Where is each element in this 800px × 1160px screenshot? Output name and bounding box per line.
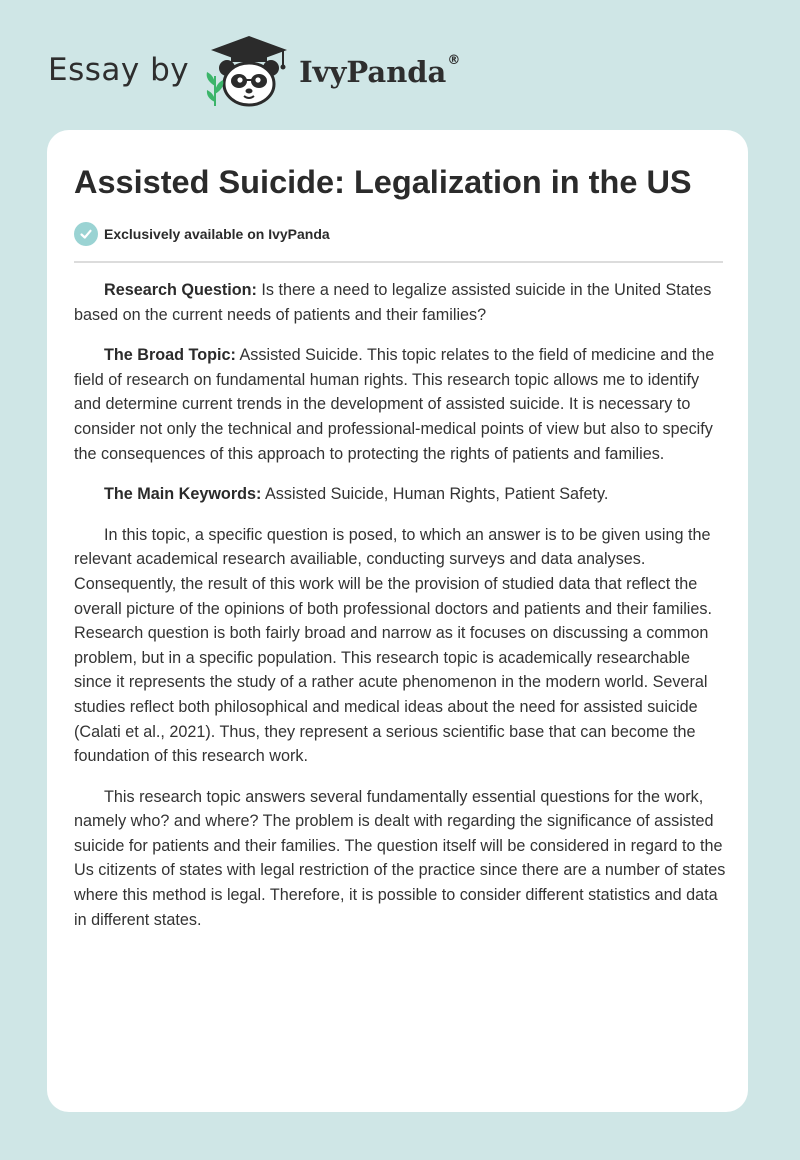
paragraph-research-question: [74, 278, 726, 327]
brand-prefix: Essay by: [48, 52, 190, 88]
paragraph-text: Assisted Suicide, Human Rights, Patient Safety.: [261, 485, 609, 504]
panda-graduate-logo-icon: [201, 34, 297, 108]
divider: [74, 261, 723, 263]
paragraph-label: The Main Keywords:: [104, 485, 262, 504]
site-header-logo[interactable]: [48, 34, 460, 108]
registered-mark: ®: [447, 53, 461, 68]
paragraph-text: This research topic answers several fundamentally essential questions for the work, namely who? and where? The problem is dealt with regarding the significance of assisted suicide for patients and their families. The question itself will be considered in regard to the Us citizents of states with legal restriction of the practice since there are a number of states where this method is legal. Therefore, it is possible to consider different statistics and data in different states.: [74, 787, 726, 929]
exclusive-badge: [74, 222, 330, 246]
paragraph-text: In this topic, a specific question is posed, to which an answer is to be given using the relevant academical research availiable, conducting surveys and data analyses. Consequently, the result of this work will be the provision of studied data that reflect the overall picture of the opinions of both professional doctors and patients and their families. Research question is both fairly broad and narrow as it focuses on discussing a common problem, but in a specific population. This research topic is academically researchable since it represents the study of a rather acute phenomenon in the modern world. Several studies reflect both philosophical and medical ideas about the need for assisted suicide (Calati et al., 2021). Thus, they represent a serious scientific base that can become the foundation of this research work.: [74, 525, 712, 766]
paragraph-broad-topic: [74, 343, 726, 466]
paragraph-text: Is there a need to legalize assisted suicide in the United States based on the current needs of patients and their families?: [74, 281, 712, 324]
essay-card: [47, 130, 748, 1112]
page-title: Assisted Suicide: Legalization in the US: [74, 164, 692, 200]
paragraph-topic-discussion: [74, 523, 726, 769]
essay-body: [74, 278, 726, 948]
brand-name: IvyPanda®: [299, 53, 461, 89]
check-circle-icon: [74, 222, 98, 246]
paragraph-label: The Broad Topic:: [104, 346, 236, 365]
paragraph-text: Assisted Suicide. This topic relates to the field of medicine and the field of research on fundamental human rights. This research topic allows me to identify and determine current trends in the development of assisted suicide. It is necessary to consider not only the technical and professional-medical points of view but also to specify the consequences of this approach to protecting the rights of patients and families.: [74, 346, 715, 463]
paragraph-main-keywords: [74, 482, 726, 507]
paragraph-label: Research Question:: [104, 281, 257, 299]
paragraph-topic-questions: [74, 785, 726, 933]
badge-text: Exclusively available on IvyPanda: [104, 226, 330, 242]
